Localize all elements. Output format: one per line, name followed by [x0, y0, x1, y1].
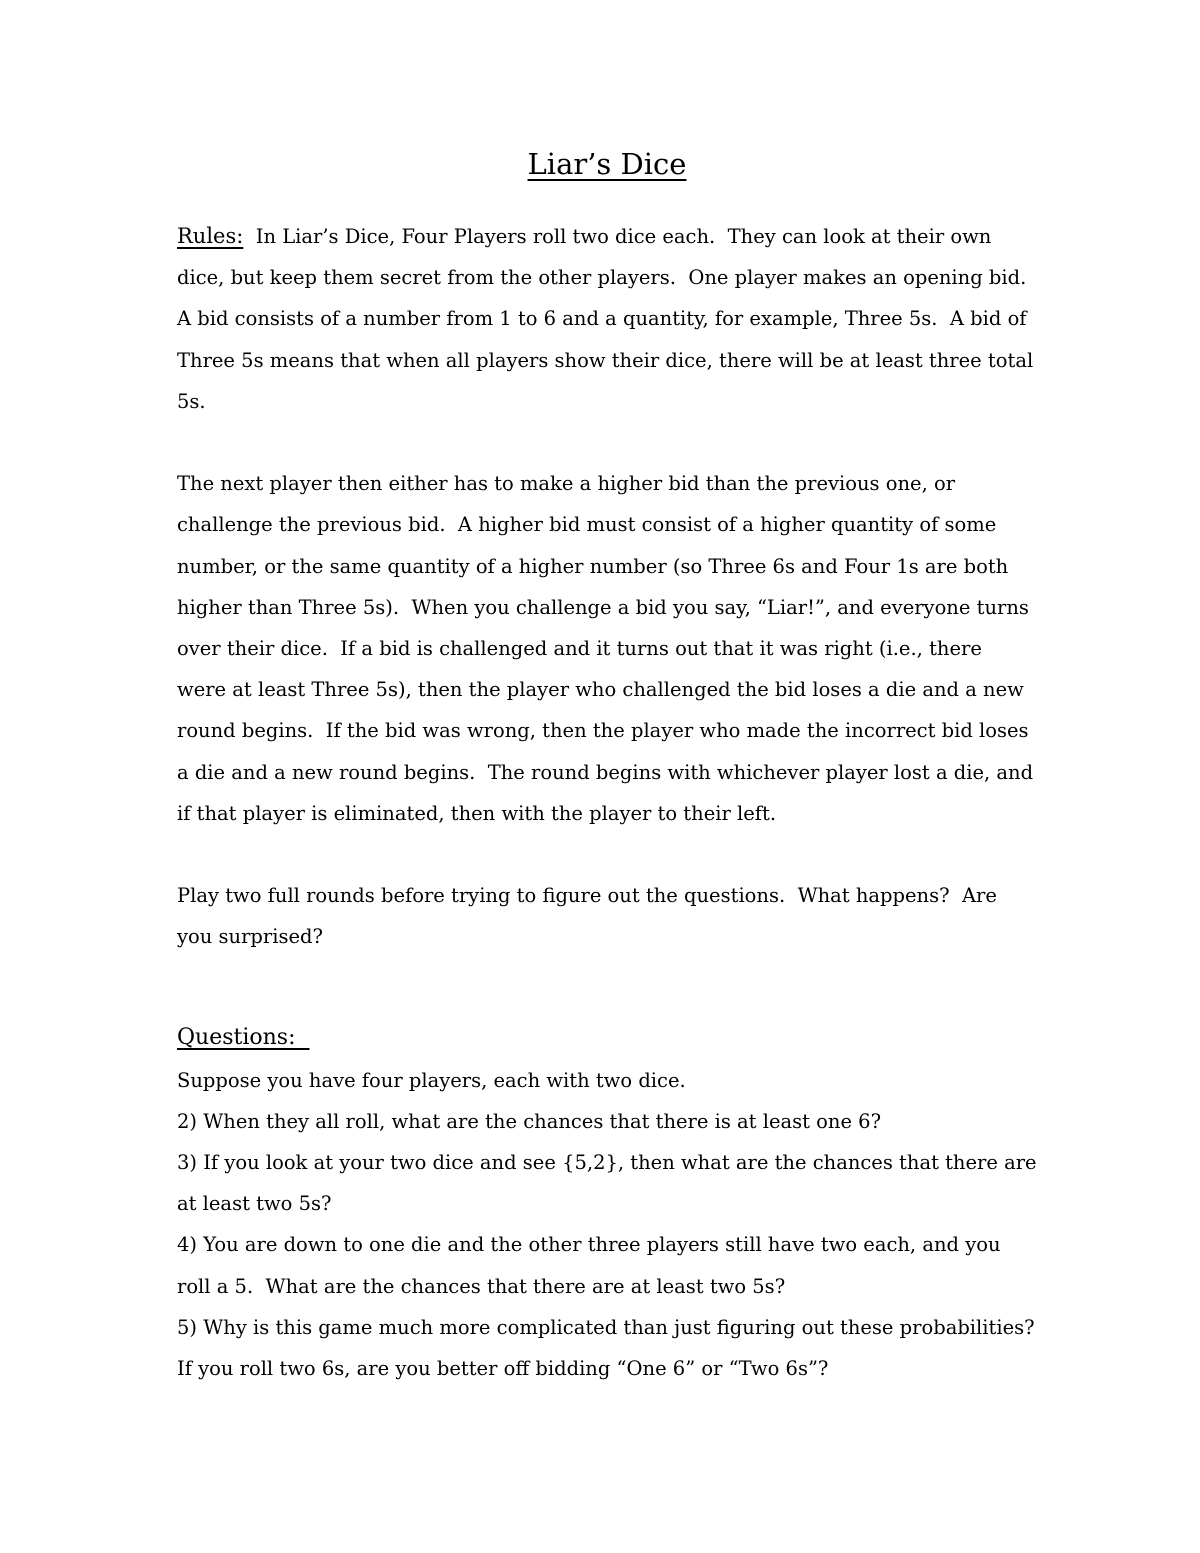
rules-label: Rules: — [177, 224, 244, 248]
question-3: 3) If you look at your two dice and see {5,2}, then what are the chances that there are at least two 5s? — [177, 1151, 1043, 1216]
rules-paragraph-3: Play two full rounds before trying to figure out the questions. What happens? Are you surprised? — [177, 884, 1004, 949]
question-4: 4) You are down to one die and the other three players still have two each, and you roll a 5. What are the chances that there are at least two 5s? — [177, 1233, 1007, 1298]
document-page — [177, 140, 1047, 1389]
questions-heading: Questions: — [177, 1024, 310, 1050]
document-title: Liar’s Dice — [527, 147, 687, 181]
question-5: 5) Why is this game much more complicated than just figuring out these probabilities? If you roll two 6s, are you better off bidding “One 6” or “Two 6s”? — [177, 1315, 1047, 1381]
question-2: 2) When they all roll, what are the chances that there is at least one 6? — [177, 1109, 882, 1133]
rules-paragraph — [177, 216, 1040, 422]
rules-paragraph-2: The next player then either has to make a higher bid than the previous one, or challenge the previous bid. A higher bid must consist of a higher quantity of some number, or the same quantity of a higher number (so Three 6s and Four 1s are both higher than Three 5s). When you challenge a bid you say, “Liar!”, and everyone turns over their dice. If a bid is challenged and it turns out that it was right (i.e., there were at least Three 5s), then the player who challenged the bid loses a die and a new round begins. If the bid was wrong, then the player who made the incorrect bid loses a die and a new round begins. The round begins with whichever player lost a die, and if that player is eliminated, then with the player to their left. — [177, 472, 1040, 825]
rules-paragraph-1-text: In Liar’s Dice, Four Players roll two dice each. They can look at their own dice, but keep them secret from the other players. One player makes an opening bid. A bid consists of a number from 1 to 6 and a quantity, for example, Three 5s. A bid of Three 5s means that when all players show their dice, there will be at least three total 5s. — [177, 225, 1040, 413]
questions-intro: Suppose you have four players, each with two dice. — [177, 1068, 686, 1092]
questions-heading-line — [177, 1016, 1037, 1060]
